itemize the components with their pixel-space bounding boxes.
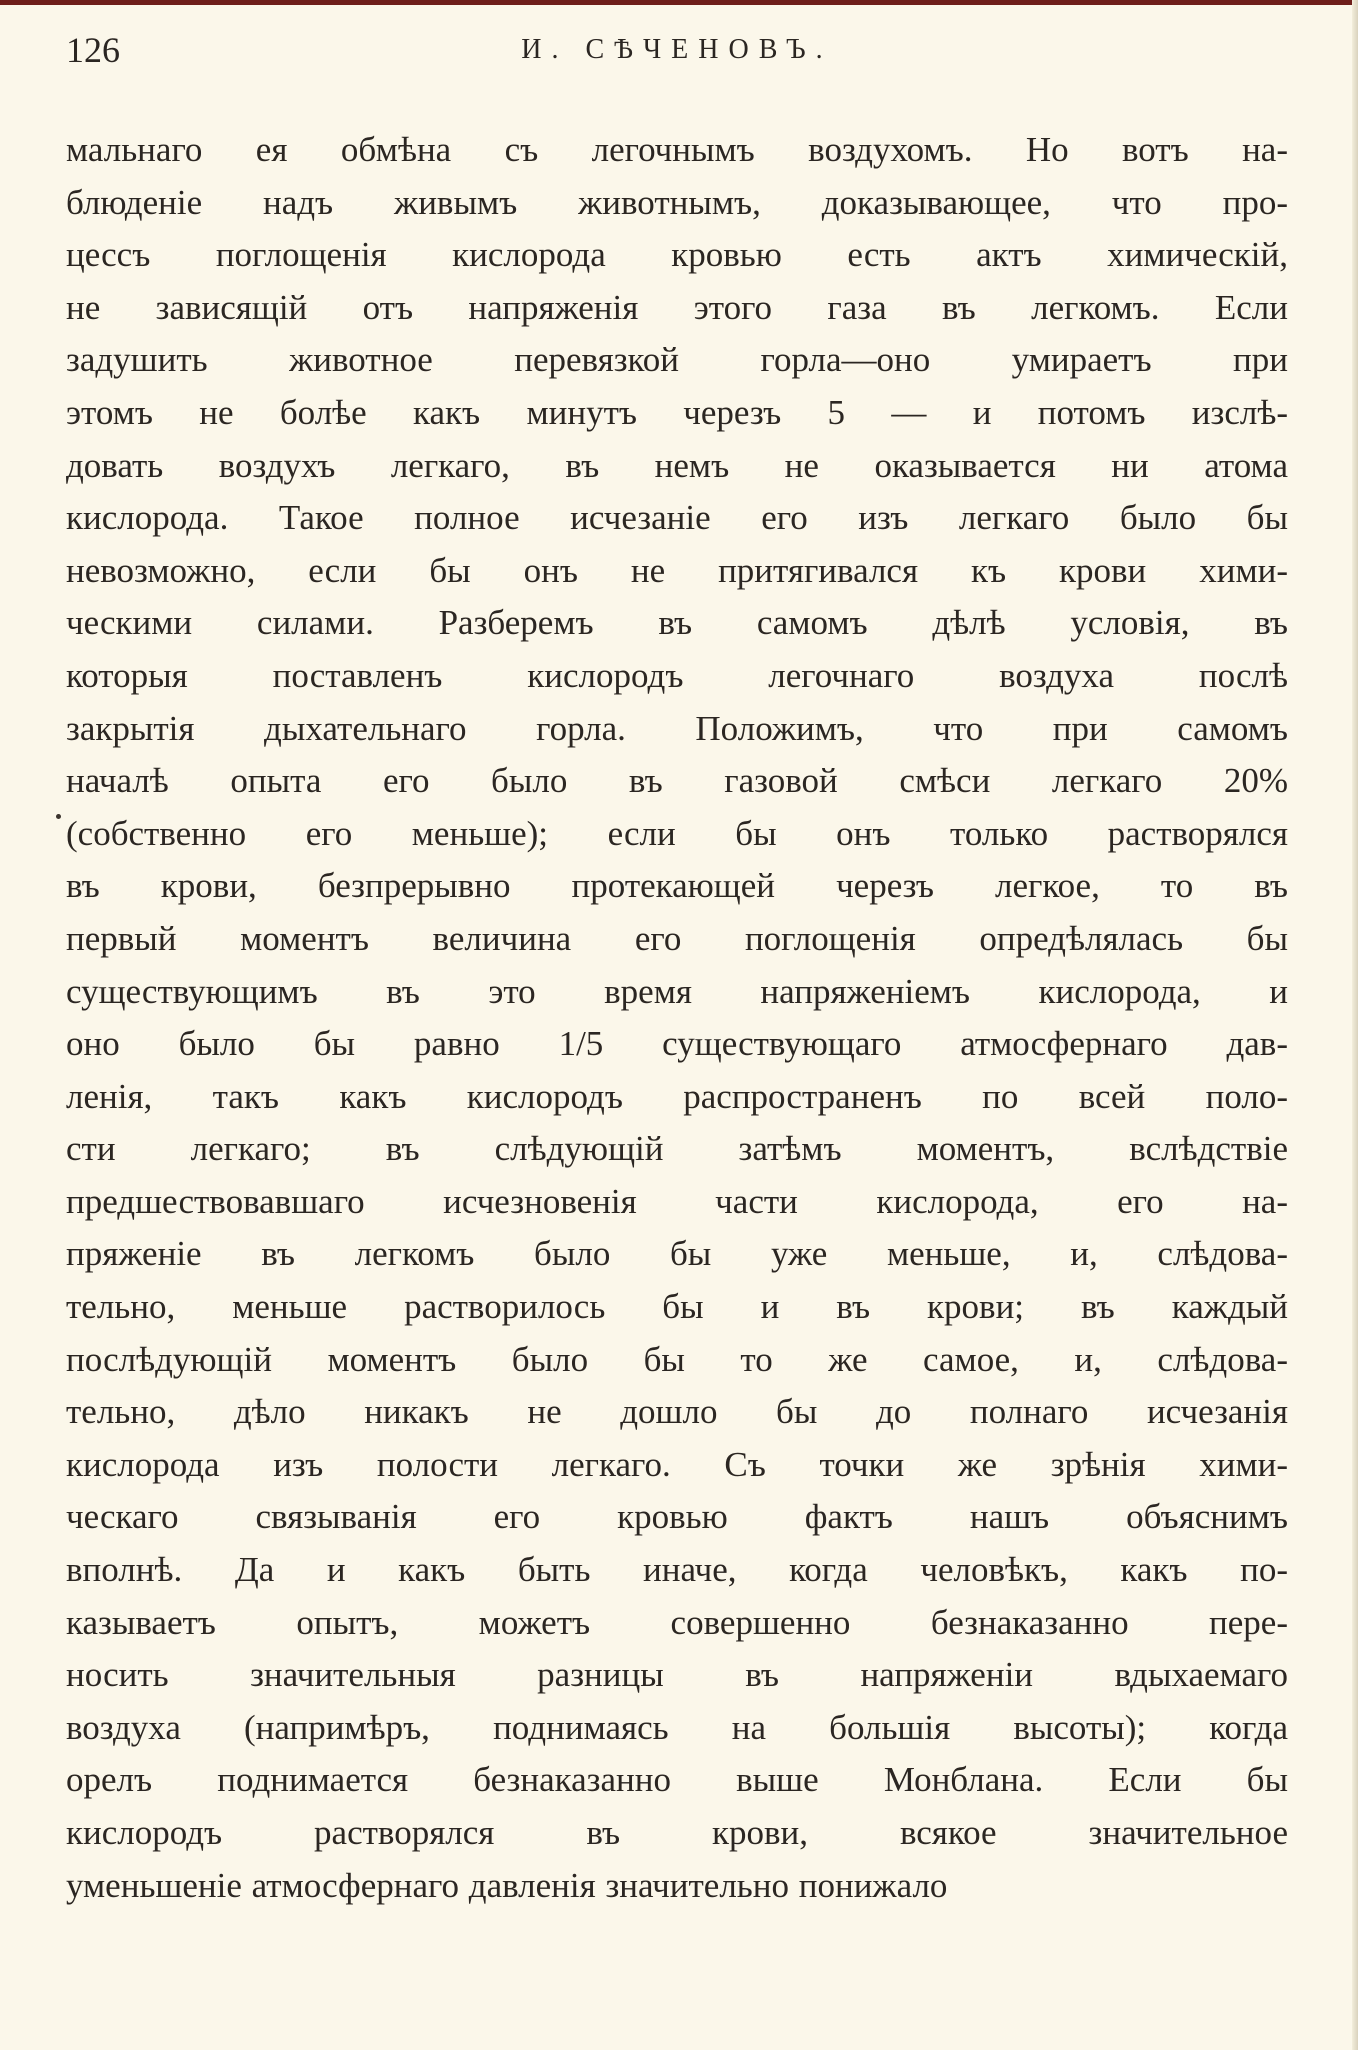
text-line: въ крови, безпрерывно протекающей черезъ легкое, то въ [66,866,1288,906]
page-right-edge [1352,0,1358,2050]
text-line: тельно, дѣло никакъ не дошло бы до полнаго исчезанія [66,1392,1288,1432]
text-line: цессъ поглощенія кислорода кровью есть актъ химическій, [66,235,1288,275]
text-line: уменьшеніе атмосфернаго давленія значительно понижало [66,1865,948,1905]
text-line: невозможно, если бы онъ не притягивался къ крови хими- [66,550,1288,590]
margin-dot-mark [56,814,61,819]
text-line: ленія, такъ какъ кислородъ распространенъ по всей поло- [66,1076,1288,1116]
text-line: предшествовавшаго исчезновенія части кислорода, его на- [66,1181,1288,1221]
text-line: воздуха (напримѣръ, поднимаясь на большія высоты); когда [66,1707,1288,1747]
text-line: существующимъ въ это время напряженіемъ кислорода, и [66,971,1288,1011]
text-line: орелъ поднимается безнаказанно выше Монблана. Если бы [66,1760,1288,1800]
running-head: И. СѢЧЕНОВЪ. [521,34,833,65]
page-header [66,22,1288,78]
body-text [66,124,1288,1912]
text-line: кислородъ растворялся въ крови, всякое значительное [66,1813,1288,1852]
text-line: закрытія дыхательнаго горла. Положимъ, что при самомъ [66,708,1288,748]
text-line: началѣ опыта его было въ газовой смѣси легкаго 20% [66,761,1288,801]
text-line: ческаго связыванія его кровью фактъ нашъ объяснимъ [66,1497,1288,1537]
text-line: довать воздухъ легкаго, въ немъ не оказывается ни атома [66,445,1288,485]
text-line: не зависящій отъ напряженія этого газа въ легкомъ. Если [66,287,1288,327]
text-line: пряженіе въ легкомъ было бы уже меньше, и, слѣдова- [66,1234,1288,1274]
text-line: вполнѣ. Да и какъ быть иначе, когда человѣкъ, какъ по- [66,1550,1288,1590]
text-line: первый моментъ величина его поглощенія опредѣлялась бы [66,918,1288,958]
text-line: казываетъ опытъ, можетъ совершенно безнаказанно пере- [66,1602,1288,1642]
text-line: кислорода изъ полости легкаго. Съ точки же зрѣнія хими- [66,1444,1288,1484]
text-line: оно было бы равно 1/5 существующаго атмосфернаго дав- [66,1024,1288,1064]
page-number: 126 [66,30,120,70]
text-line: которыя поставленъ кислородъ легочнаго воздуха послѣ [66,655,1288,695]
text-line: тельно, меньше растворилось бы и въ крови; въ каждый [66,1287,1288,1327]
text-line: мальнаго ея обмѣна съ легочнымъ воздухомъ. Но вотъ на- [66,130,1288,169]
text-line: задушить животное перевязкой горла—оно умираетъ при [66,340,1288,380]
text-line: сти легкаго; въ слѣдующій затѣмъ моментъ, вслѣдствіе [66,1129,1288,1169]
text-line: носить значительныя разницы въ напряженіи вдыхаемаго [66,1655,1288,1695]
text-line: блюденіе надъ живымъ животнымъ, доказывающее, что про- [66,182,1288,222]
text-line: ческими силами. Разберемъ въ самомъ дѣлѣ условія, въ [66,603,1288,643]
text-line: послѣдующій моментъ было бы то же самое, и, слѣдова- [66,1339,1288,1379]
page-top-edge [0,0,1358,5]
text-line: (собственно его меньше); если бы онъ только растворялся [66,813,1288,853]
text-line: этомъ не болѣе какъ минутъ черезъ 5 — и потомъ изслѣ- [66,392,1288,432]
text-line: кислорода. Такое полное исчезаніе его изъ легкаго было бы [66,498,1288,538]
